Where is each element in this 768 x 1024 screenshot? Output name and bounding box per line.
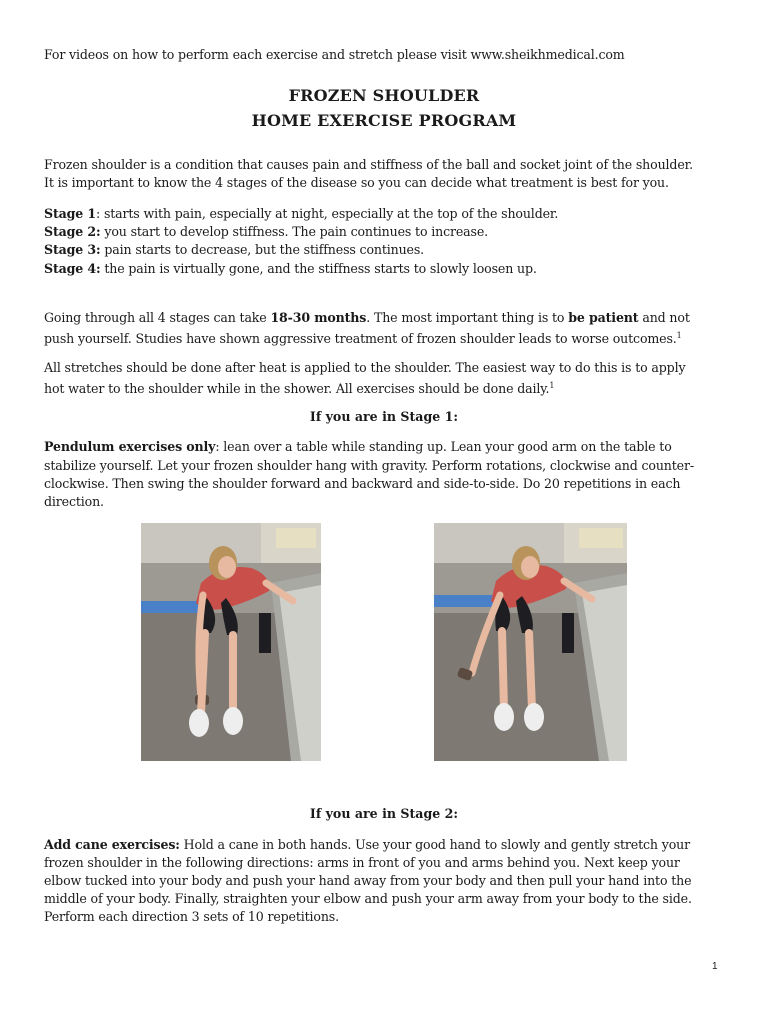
cane-line-1: [44, 836, 690, 854]
footnote-ref: 1: [676, 331, 682, 340]
intro-line-1: Frozen shoulder is a condition that causes pain and stiffness of the ball and socket joint of the shoulder.: [44, 157, 693, 172]
duration-line-1: [44, 309, 690, 327]
heat-text-2: hot water to the shoulder while in the shower. All exercises should be done daily.: [44, 381, 550, 397]
stage-2-text: you start to develop stiffness. The pain continues to increase.: [100, 224, 488, 239]
stage-4-label: Stage 4:: [44, 261, 101, 276]
title-line-2: HOME EXERCISE PROGRAM: [251, 111, 517, 130]
pendulum-line-2: stabilize yourself. Let your frozen shoulder hang with gravity. Perform rotations, clockwise and counter-: [44, 458, 694, 473]
footnote-ref: 1: [549, 381, 555, 390]
stage-2-label: Stage 2:: [44, 224, 101, 239]
pendulum-photo-1: [141, 523, 321, 761]
cane-line-5: Perform each direction 3 sets of 10 repetitions.: [44, 909, 339, 924]
pendulum-photo-2: [434, 523, 627, 761]
stage-1-label: Stage 1: [44, 206, 96, 221]
stage-1-heading: If you are in Stage 1:: [309, 409, 459, 424]
duration-text-3: and not: [638, 310, 690, 325]
title-line-1: FROZEN SHOULDER: [288, 86, 480, 105]
pendulum-line-3: clockwise. Then swing the shoulder forward and backward and side-to-side. Do 20 repetitions in each: [44, 476, 681, 491]
pendulum-text-1: : lean over a table while standing up. Lean your good arm on the table to: [215, 439, 672, 454]
stage-2-heading: If you are in Stage 2:: [309, 806, 459, 821]
stage-4-line: [44, 260, 537, 278]
stage-1-line: [44, 205, 558, 223]
stage-3-text: pain starts to decrease, but the stiffness continues.: [100, 242, 425, 257]
intro-line-2: It is important to know the 4 stages of the disease so you can decide what treatment is best for you.: [44, 175, 669, 190]
stage-3-line: [44, 241, 424, 259]
cane-line-2: frozen shoulder in the following directions: arms in front of you and arms behind you. Next keep your: [44, 855, 680, 870]
stage-1-text: : starts with pain, especially at night, especially at the top of the shoulder.: [96, 206, 559, 221]
duration-text-2: . The most important thing is to: [366, 310, 569, 325]
duration-line-2: [44, 327, 682, 348]
stage-3-label: Stage 3:: [44, 242, 101, 257]
cane-text-1: Hold a cane in both hands. Use your good hand to slowly and gently stretch your: [179, 837, 690, 852]
be-patient-text: be patient: [568, 310, 639, 325]
heat-line-1: All stretches should be done after heat is applied to the shoulder. The easiest way to do this is to apply: [44, 360, 686, 375]
pendulum-line-1: [44, 438, 672, 456]
duration-months: 18-30 months: [270, 310, 367, 325]
stage-2-line: [44, 223, 488, 241]
heat-line-2: [44, 377, 554, 398]
duration-text-4: push yourself. Studies have shown aggressive treatment of frozen shoulder leads to worse outcomes.: [44, 331, 677, 347]
pendulum-label: Pendulum exercises only: [44, 439, 216, 454]
pendulum-line-4: direction.: [44, 494, 104, 509]
page-number: 1: [712, 961, 718, 972]
duration-text-1: Going through all 4 stages can take: [44, 310, 271, 325]
cane-line-3: elbow tucked into your body and push your hand away from your body and then pull your hand into the: [44, 873, 692, 888]
stage-4-text: the pain is virtually gone, and the stiffness starts to slowly loosen up.: [100, 261, 537, 276]
header-note: For videos on how to perform each exercise and stretch please visit www.sheikhmedical.com: [44, 47, 625, 62]
cane-label: Add cane exercises:: [44, 837, 180, 852]
cane-line-4: middle of your body. Finally, straighten your elbow and push your arm away from your body to the side.: [44, 891, 692, 906]
